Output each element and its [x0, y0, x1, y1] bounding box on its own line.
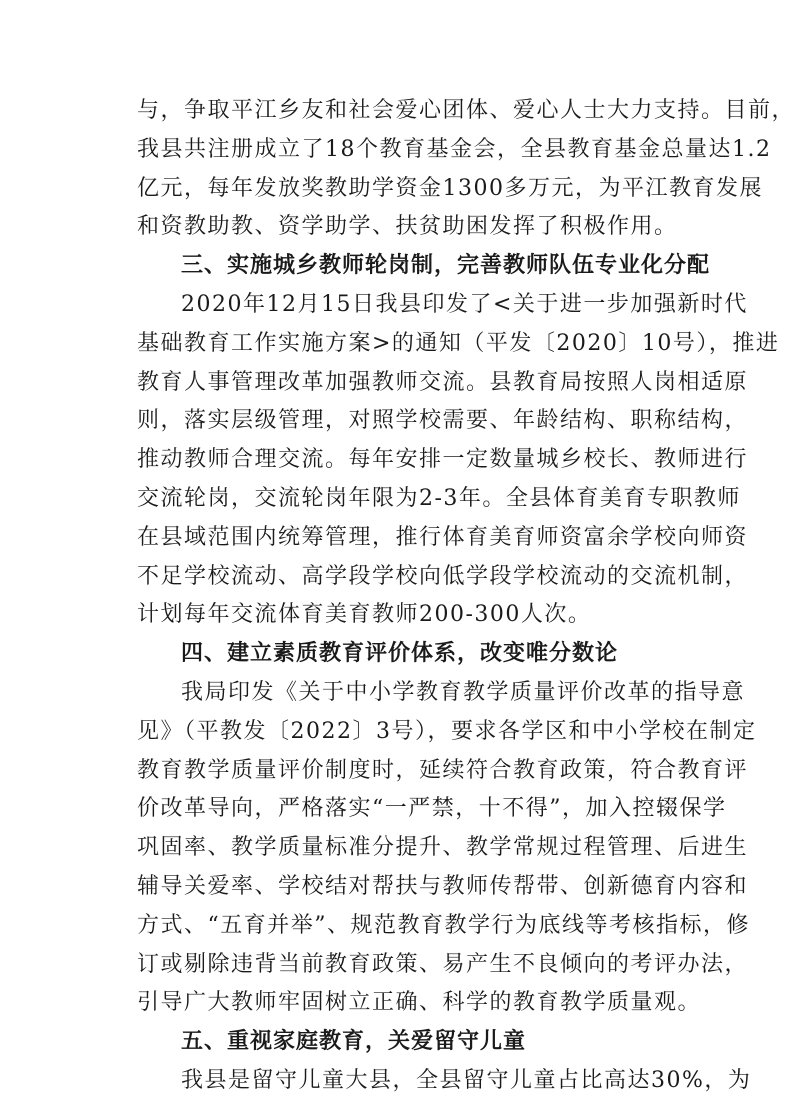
paragraph-line: 2020年12月15日我县印发了<关于进一步加强新时代 — [181, 291, 748, 317]
paragraph-line: 则，落实层级管理，对照学校需要、年龄结构、职称结构， — [137, 408, 749, 434]
paragraph-line: 辅导关爱率、学校结对帮扶与教师传帮带、创新德育内容和 — [137, 873, 749, 899]
paragraph-line: 与，争取平江乡友和社会爱心团体、爱心人士大力支持。目前， — [137, 98, 795, 123]
paragraph-line: 不足学校流动、高学段学校向低学段学校流动的交流机制， — [137, 563, 749, 589]
paragraph-line: 亿元，每年发放奖教助学资金1300多万元，为平江教育发展 — [137, 175, 763, 201]
section-heading-5: 五、重视家庭教育，关爱留守儿童 — [181, 1029, 527, 1055]
paragraph-line: 订或剔除违背当前教育政策、易产生不良倾向的考评办法， — [137, 951, 749, 977]
paragraph-line: 和资教助教、资学助学、扶贫助困发挥了积极作用。 — [137, 214, 678, 240]
paragraph-line: 方式、“五育并举”、规范教育教学行为底线等考核指标，修 — [137, 912, 750, 938]
paragraph-line: 巩固率、教学质量标准分提升、教学常规过程管理、后进生 — [137, 835, 749, 861]
paragraph-line: 见》（平教发〔2022〕3号），要求各学区和中小学校在制定 — [137, 718, 757, 744]
paragraph-line: 价改革导向，严格落实“一严禁，十不得”，加入控辍保学 — [137, 796, 727, 822]
section-heading-4: 四、建立素质教育评价体系，改变唯分数论 — [181, 641, 619, 667]
paragraph-line: 交流轮岗，交流轮岗年限为2-3年。全县体育美育专职教师 — [137, 485, 741, 511]
paragraph-line: 基础教育工作实施方案>的通知（平发〔2020〕10号），推进 — [137, 330, 780, 356]
paragraph-line: 我县是留守儿童大县，全县留守儿童占比高达30%，为 — [181, 1067, 752, 1093]
paragraph-line: 教育人事管理改革加强教师交流。县教育局按照人岗相适原 — [137, 369, 749, 395]
paragraph-line: 推动教师合理交流。每年安排一定数量城乡校长、教师进行 — [137, 447, 749, 473]
paragraph-line: 在县域范围内统筹管理，推行体育美育师资富余学校向师资 — [137, 524, 749, 550]
paragraph-line: 我局印发《关于中小学教育教学质量评价改革的指导意 — [181, 679, 746, 705]
paragraph-line: 教育教学质量评价制度时，延续符合教育政策，符合教育评 — [137, 757, 749, 783]
paragraph-line: 我县共注册成立了18个教育基金会，全县教育基金总量达1.2 — [137, 136, 772, 162]
section-heading-3: 三、实施城乡教师轮岗制，完善教师队伍专业化分配 — [181, 253, 711, 279]
paragraph-line: 引导广大教师牢固树立正确、科学的教育教学质量观。 — [137, 990, 702, 1016]
paragraph-line: 计划每年交流体育美育教师200-300人次。 — [137, 602, 592, 628]
